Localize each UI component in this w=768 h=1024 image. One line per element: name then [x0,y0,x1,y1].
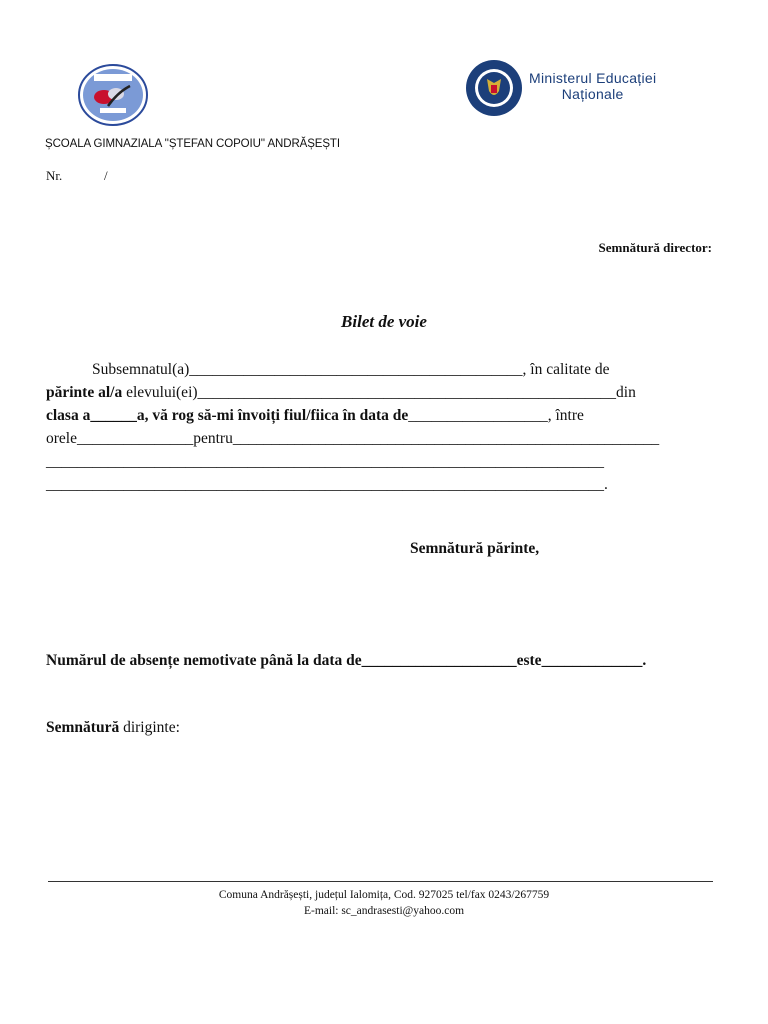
footer [0,887,768,919]
paragraph-line-1 [46,358,710,381]
text-orele: orele [46,430,77,447]
paragraph-line-4 [46,427,710,450]
footer-email: E-mail: sc_andrasesti@yahoo.com [303,905,465,917]
paragraph-line-3 [46,404,710,427]
nr-separator: / [104,168,108,183]
school-logo [78,64,148,126]
text-intre: , între [547,407,584,424]
paragraph-line-5[interactable]: ________________________________________________________________________ [46,453,604,470]
blank-hours[interactable]: _______________ [76,430,194,447]
absences-label: Numărul de absențe nemotivate până la data de [46,652,362,669]
parent-signature-label: Semnătură părinte, [410,540,540,557]
nr-label: Nr. [46,168,63,183]
footer-divider [48,881,713,882]
director-signature-label: Semnătură director: [598,240,712,255]
text-va-rog: a, vă rog să-mi învoiți fiul/fiica în data de [136,407,409,424]
absences-este: este [516,652,542,669]
blank-reason[interactable]: _______________________________________________________ [232,430,660,447]
ministry-line-2: Naționale [561,86,624,102]
text-pentru: pentru [193,430,233,447]
blank-parent-name[interactable]: ___________________________________________ [189,361,523,378]
blank-date-2[interactable]: ________ [485,407,548,424]
dirig-bold: Semnătură [46,719,120,736]
text-elevului: elevului(ei) [122,384,198,401]
blank-class[interactable]: ______ [90,407,137,424]
absences-end: . [642,652,647,669]
dirig-rest: diriginte: [119,719,180,736]
ministry-line-1: Ministerul Educației [529,70,657,86]
blank-student-name[interactable]: ______________________________________________________ [197,384,617,401]
registration-number [46,168,108,184]
homeroom-teacher-signature [46,719,180,737]
text-din: din [616,384,636,401]
paragraph-line-6[interactable]: ________________________________________________________________________. [46,476,608,493]
text-parinte: părinte al/a [46,384,123,401]
request-paragraph [46,358,710,496]
footer-address: Comuna Andrășești, județul Ialomița, Cod. 927025 tel/fax 0243/267759 [218,889,550,901]
text-in-calitate: , în calitate de [522,361,610,378]
blank-date[interactable]: __________ [408,407,486,424]
text-subsemnatul: Subsemnatul(a) [92,361,190,378]
paragraph-line-2 [46,381,710,404]
government-seal [465,59,523,117]
school-name: ȘCOALA GIMNAZIALA ''ȘTEFAN COPOIU'' ANDRĂȘEȘTI [45,138,340,150]
text-clasa: clasa a [46,407,91,424]
blank-absences-count[interactable]: _____________ [541,652,643,669]
absences-line [46,652,646,670]
blank-absences-date[interactable]: ____________________ [361,652,517,669]
ministry-name [529,70,656,102]
document-title: Bilet de voie [341,312,427,331]
